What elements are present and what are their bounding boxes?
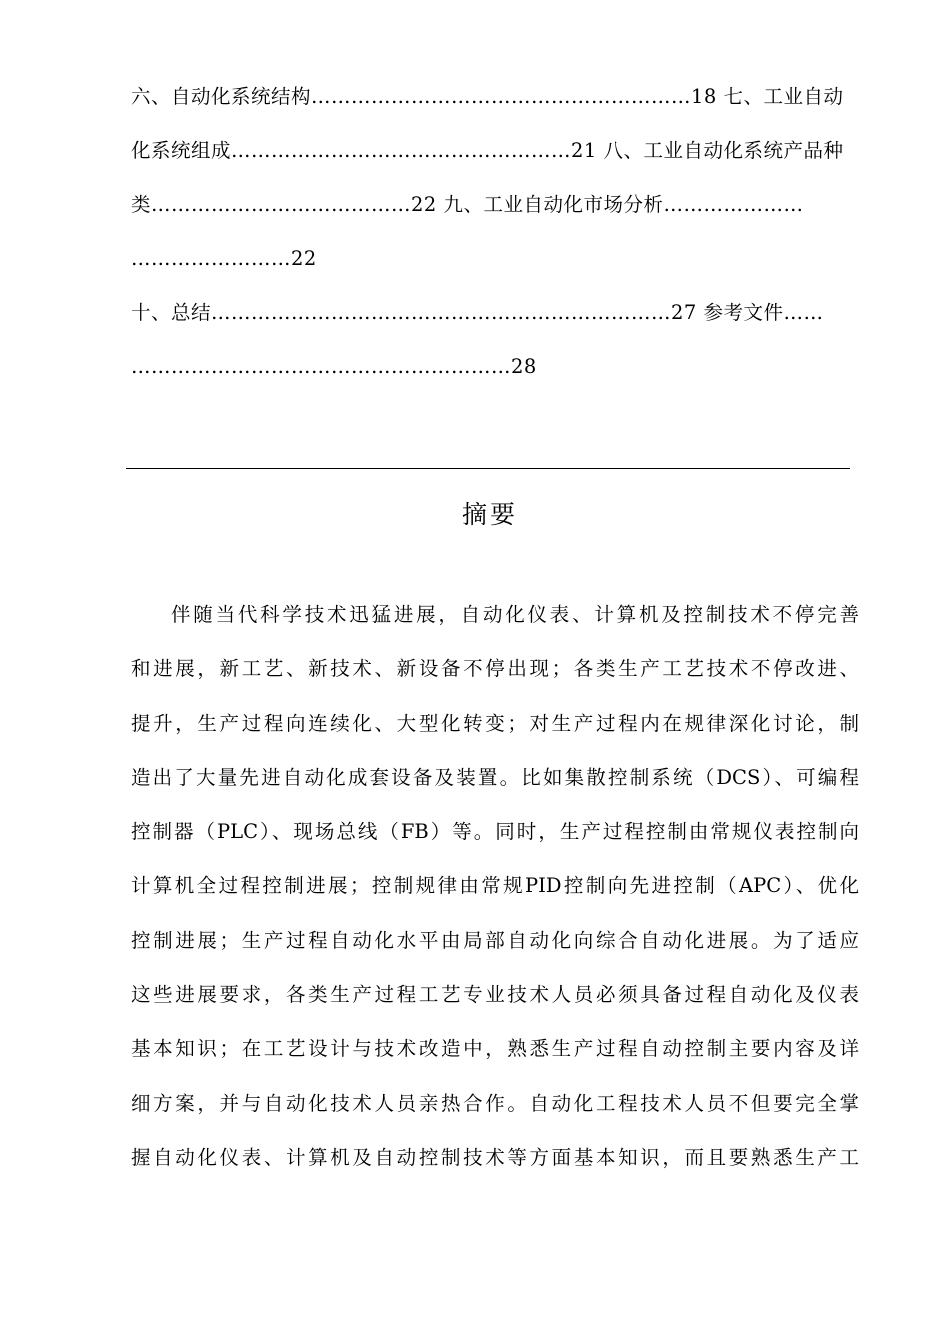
paragraph-line: 造出了大量先进自动化成套设备及装置。比如集散控制系统（DCS）、可编程 [131,765,859,789]
paragraph-line: 和进展，新工艺、新技术、新设备不停出现；各类生产工艺技术不停改进、 [131,657,859,681]
paragraph-line: 基本知识；在工艺设计与技术改造中，熟悉生产过程自动控制主要内容及详 [131,1037,859,1061]
toc-line: ……………………22 [131,247,317,270]
table-of-contents [131,70,859,394]
paragraph-line: 伴随当代科学技术迅猛进展，自动化仪表、计算机及控制技术不停完善 [171,603,859,626]
paragraph-line: 握自动化仪表、计算机及自动控制技术等方面基本知识，而且要熟悉生产工 [131,1145,859,1169]
toc-line: 化系统组成……………………………………………21 八、工业自动化系统产品种 [131,139,844,162]
toc-line: …………………………………………………28 [131,355,537,378]
paragraph-line: 控制器（PLC）、现场总线（FB）等。同时，生产过程控制由常规仪表控制向 [131,820,859,844]
abstract-title: 摘要 [461,500,518,529]
toc-line: 六、自动化系统结构…………………………………………………18 七、工业自动 [131,85,844,108]
paragraph-line: 控制进展；生产过程自动化水平由局部自动化向综合自动化进展。为了适应 [131,928,859,952]
paragraph-line: 计算机全过程控制进展；控制规律由常规PID控制向先进控制（APC）、优化 [131,874,859,898]
paragraph-line: 细方案，并与自动化技术人员亲热合作。自动化工程技术人员不但要完全掌 [131,1091,859,1115]
toc-line: 类…………………………………22 九、工业自动化市场分析………………… [131,193,804,216]
paragraph-line: 这些进展要求，各类生产过程工艺专业技术人员必须具备过程自动化及仪表 [131,983,859,1007]
toc-line: 十、总结……………………………………………………………27 参考文件…… [131,301,824,324]
paragraph-line: 提升，生产过程向连续化、大型化转变；对生产过程内在规律深化讨论，制 [131,711,859,735]
abstract-body [131,588,859,1185]
section-divider [126,468,850,469]
